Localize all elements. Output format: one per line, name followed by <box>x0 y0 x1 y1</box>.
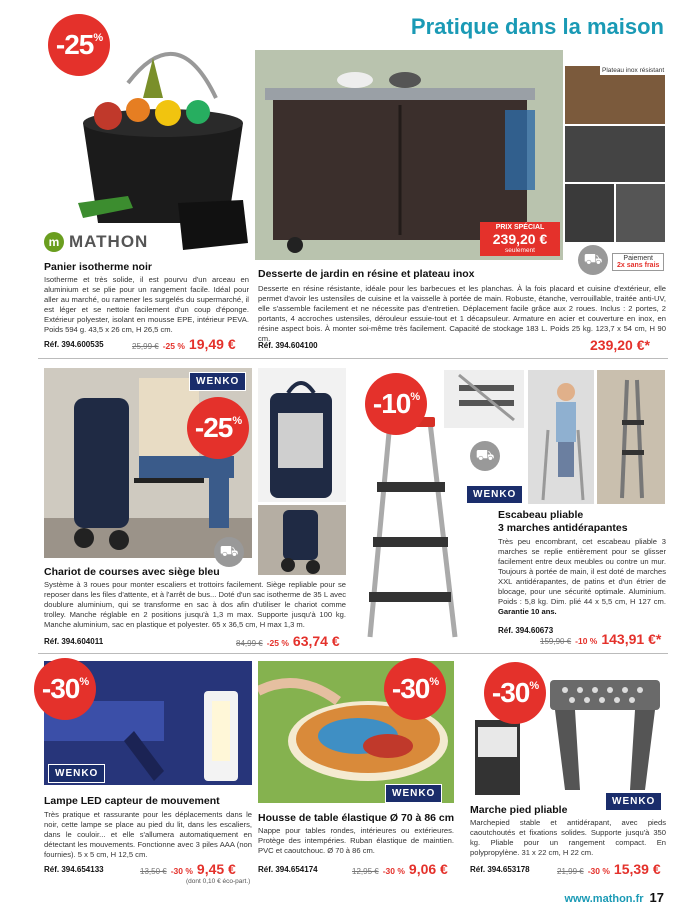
wenko-logo: WENKO <box>189 372 246 391</box>
escabeau-woman-image <box>528 370 594 504</box>
discount-badge: -10 % <box>365 373 427 435</box>
plateau-photos <box>565 66 665 244</box>
special-price-value: 239,20 € <box>492 231 548 247</box>
product-price: 9,45 € <box>196 861 236 877</box>
discount-badge: -30 % <box>384 658 446 720</box>
product-name: Housse de table élastique Ø 70 à 86 cm <box>258 812 455 824</box>
product-description: Marchepied stable et antidérapant, avec pieds caoutchoutés et fixations solides. Supporte jusqu'à 350 kg. Pliable pour un rangement compact. En polypropylène. 31 x 22 cm, H 22 cm. <box>470 818 666 857</box>
product-description: Isotherme et très solide, il est pourvu d'un arceau en aluminium et se plie pour un rangement facile. Idéal pour aller au marché, ou ramener les surgelés du supermarché, il est léger et se nettoie facilement d'un coup d'éponge. Extérieur polyester, isolant en mousse EPE, intérieur PEVA. Poids 594 g. 43,5 x 26 cm, H 26,5 cm. <box>44 275 249 334</box>
wenko-logo: WENKO <box>605 792 662 811</box>
product-name-line2: 3 marches antidérapantes <box>498 522 628 534</box>
mathon-logo: m MATHON <box>44 232 148 252</box>
payment-sub: 2x sans frais <box>617 262 660 269</box>
trolley-stairs-image <box>258 505 346 575</box>
special-price-sub: seulement <box>505 247 535 254</box>
footer-url[interactable]: www.mathon.fr <box>564 893 644 905</box>
old-price: 84,99 € <box>236 639 263 648</box>
discount-badge: -30 % <box>34 658 96 720</box>
discount-percent: -30 % <box>587 866 610 876</box>
product-price: 143,91 €* <box>601 631 662 647</box>
payment-label: Paiement <box>623 255 653 262</box>
product-name: Lampe LED capteur de mouvement <box>44 795 220 807</box>
wenko-logo: WENKO <box>48 764 105 783</box>
product-name: Marche pied pliable <box>470 804 568 816</box>
plateau-label: Plateau inox résistant <box>602 67 665 74</box>
product-name: Desserte de jardin en résine et plateau inox <box>258 268 475 280</box>
special-price-box <box>480 222 560 256</box>
product-name: Escabeau pliable <box>498 509 584 521</box>
product-ref: Réf. 394.60673 <box>498 626 554 635</box>
guarantee: Garantie 10 ans. <box>498 607 557 616</box>
wenko-logo: WENKO <box>466 485 523 504</box>
cooler-bag-image <box>258 368 346 502</box>
mathon-logo-icon: m <box>44 232 64 252</box>
discount-percent: -30 % <box>382 866 405 876</box>
product-ref: Réf. 394.604011 <box>44 637 104 646</box>
product-ref: Réf. 394.600535 <box>44 340 104 349</box>
page-title: Pratique dans la maison <box>410 14 664 39</box>
discount-percent: -30 % <box>170 866 193 876</box>
truck-icon: ⛟ <box>578 245 608 275</box>
divider <box>38 358 668 359</box>
product-description: Système à 3 roues pour monter escaliers et trottoirs facilement. Siège repliable pour se reposer dans les files d'attente, et à l'arrêt de bus... Doté d'un sac isotherme de 35 L avec doublure aluminium, qui se transforme en sac à dos afin d'utiliser le chariot comme trolley. Manche réglable en 2 positions jusqu'à 1,3 m max. Supporte jusqu'à 100 kg. Manche aluminium, sac en plastique et polyester. 65 x 36,5 cm, H max 1,3 m. <box>44 580 346 629</box>
divider <box>38 653 668 654</box>
discount-percent: -25 % <box>266 638 289 648</box>
escabeau-folded-image <box>444 370 524 428</box>
truck-icon: ⛟ <box>470 441 500 471</box>
payment-box <box>612 253 664 271</box>
escabeau-wall-image <box>597 370 665 504</box>
special-price-label: PRIX SPÉCIAL <box>495 224 545 231</box>
product-ref: Réf. 394.654174 <box>258 865 318 874</box>
product-price: 15,39 € <box>613 861 661 877</box>
product-price: 63,74 € <box>292 633 340 649</box>
old-price: 13,50 € <box>140 867 167 876</box>
discount-badge: -30 % <box>484 662 546 724</box>
discount-badge: -25 % <box>48 14 110 76</box>
old-price: 21,99 € <box>557 867 584 876</box>
product-description: Très peu encombrant, cet escabeau pliable 3 marches se replie entièrement pour se glisser facilement entre deux meubles ou contre un mur. Toujours à portée de main, il est doté de marches XXL antidérapantes, de patins et d'un étrier de blocage, pour une sécurité optimale. Aluminium. Poids : 5,8 kg. Dim. plié 44 x 5,5 cm, H 127 cm. Garantie 10 ans. <box>498 537 666 616</box>
product-price: 239,20 €* <box>590 337 650 353</box>
eco-part: (dont 0,10 € éco-part.) <box>186 878 251 885</box>
discount-badge: -25 % <box>187 397 249 459</box>
product-name: Chariot de courses avec siège bleu <box>44 566 220 578</box>
product-ref: Réf. 394.653178 <box>470 865 530 874</box>
product-name: Panier isotherme noir <box>44 261 152 273</box>
discount-percent: -25 % <box>162 341 185 351</box>
product-description: Nappe pour tables rondes, intérieures ou extérieures. Protège des intempéries. Ruban élastique de maintien. PVC et caoutchouc. Ø 70 à 86 cm. <box>258 826 454 855</box>
discount-percent: -10 % <box>575 636 598 646</box>
product-ref: Réf. 394.604100 <box>258 341 318 350</box>
page-number: 17 <box>649 890 664 905</box>
wenko-logo: WENKO <box>385 784 442 803</box>
product-price: 19,49 € <box>188 336 236 352</box>
product-ref: Réf. 394.654133 <box>44 865 104 874</box>
product-description: Très pratique et rassurante pour les déplacements dans le noir, cette lampe se place au pied du lit, dans les escaliers, dans le couloir... et elle s'allumera automatiquement en détectant les mouvements. Fonctionne avec 3 piles AAA (non fournies). 5 x 5 cm, H 12,5 cm. <box>44 810 252 859</box>
old-price: 159,90 € <box>540 637 572 646</box>
product-price: 9,06 € <box>408 861 448 877</box>
old-price: 12,95 € <box>352 867 379 876</box>
product-description: Desserte en résine résistante, idéale pour les barbecues et les planchas. À la fois placard et cuisine d'extérieur, elle permet d'avoir les ustensiles de cuisine et la vaisselle à portée de main. Robuste, étanche, verrouillable, traitée anti-UV, elle s'assemble facilement et ne nécessite pas d'entretien. Déplacement facile grâce aux 2 roues. Inclus : 2 portes, 2 portants, 4 accroches ustensiles, dérouleur essuie-tout et 1 décapsuleur. Armature en acier et couverture en inox, en résine aspect bois. À monter soi-même très facilement. Capacité de stockage 183 L. Poids 25 kg. 123,7 x 54 cm, H 90 cm. <box>258 284 666 343</box>
old-price: 25,99 € <box>132 342 159 351</box>
truck-icon: ⛟ <box>214 537 244 567</box>
